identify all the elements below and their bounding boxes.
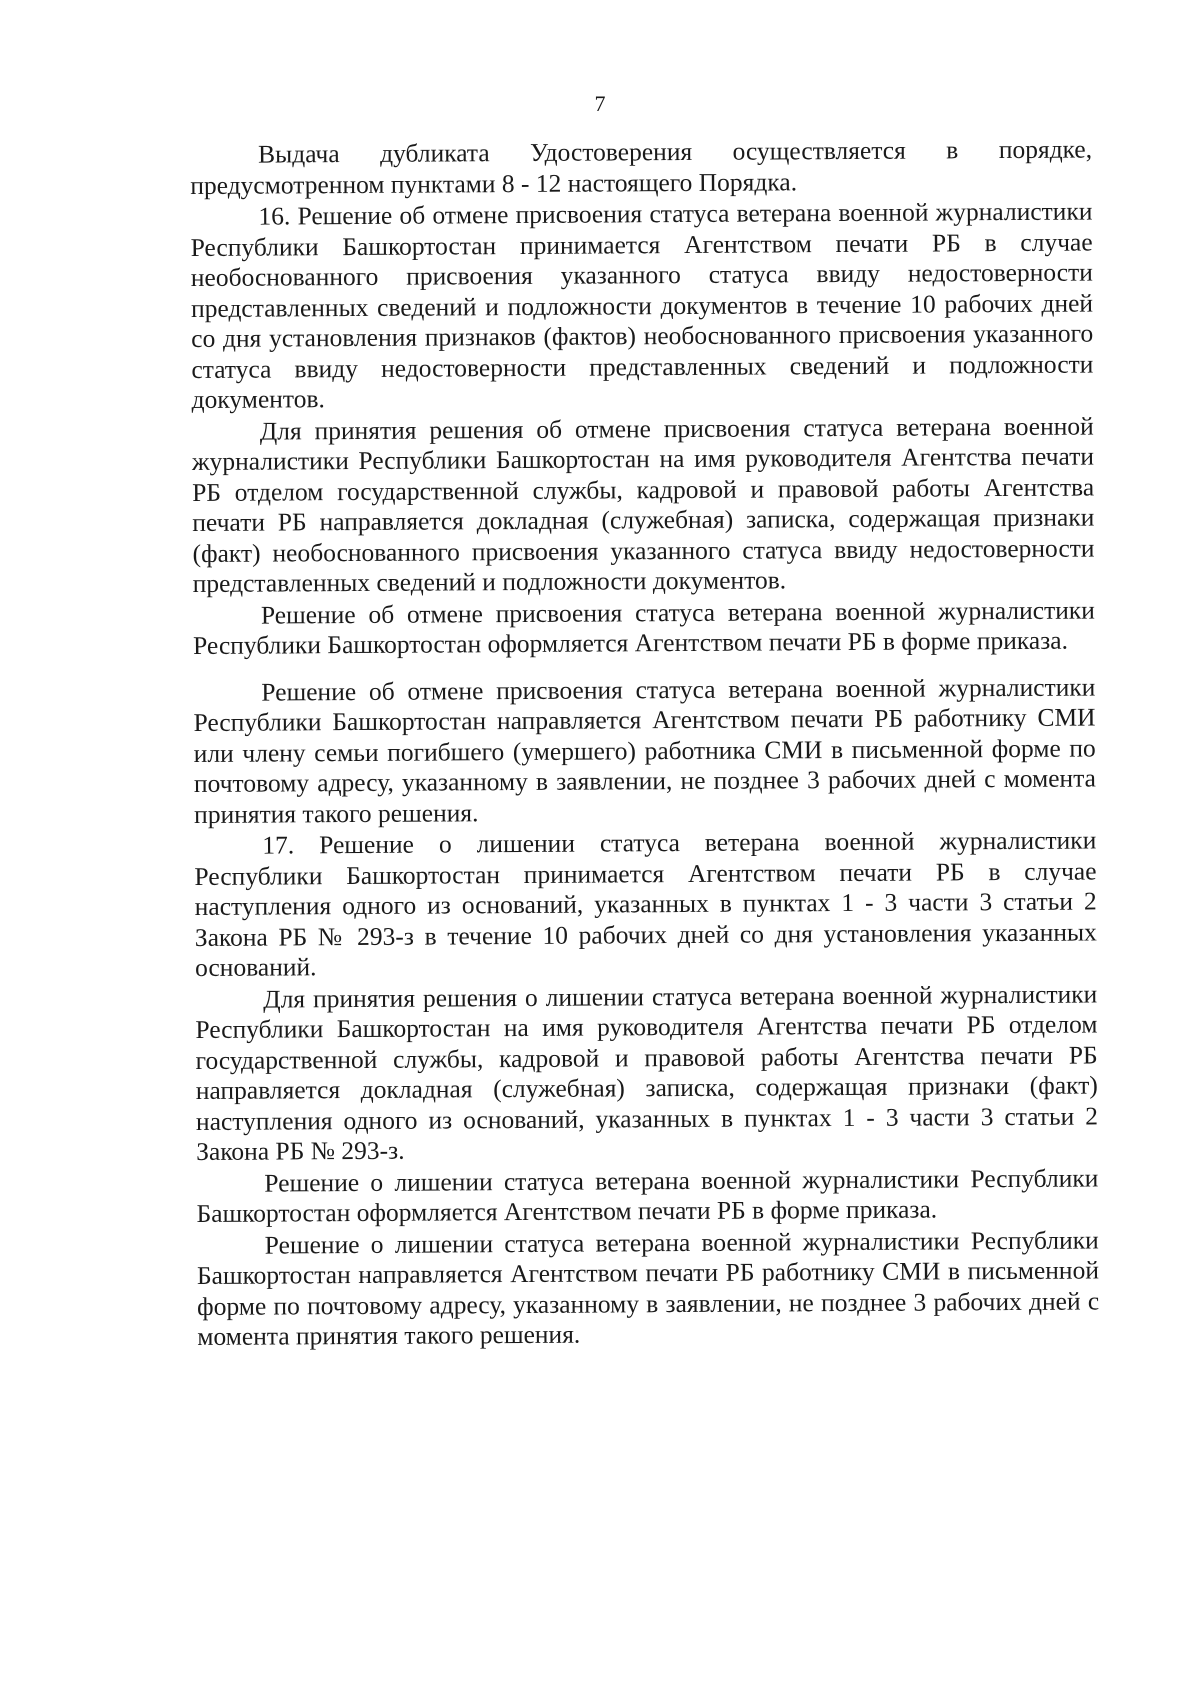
- page-number: 7: [594, 91, 606, 116]
- document-body: [190, 134, 1099, 1352]
- paragraph-duplicate-issuance: Выдача дубликата Удостоверения осуществляется в порядке, предусмотренном пунктами 8 - 12 настоящего Порядка.: [190, 134, 1093, 200]
- paragraph-deprivation-notice: Решение о лишении статуса ветерана военной журналистики Республики Башкортостан направляется Агентством печати РБ работнику СМИ в письменной форме по почтовому адресу, указанному в заявлении, не позднее 3 рабочих дней с момента принятия такого решения.: [196, 1224, 1100, 1351]
- paragraph-17-deprivation: 17. Решение о лишении статуса ветерана военной журналистики Республики Башкортостан принимается Агентством печати РБ в случае наступления одного из оснований, указанных в пунктах 1 - 3 части 3 статьи 2 Закона РБ № 293-з в течение 10 рабочих дней со дня установления указанных оснований.: [194, 825, 1097, 982]
- paragraph-cancellation-notice: Решение об отмене присвоения статуса ветерана военной журналистики Республики Башкортостан направляется Агентством печати РБ работнику СМИ или члену семьи погибшего (умершего) работника СМИ в письменной форме по почтовому адресу, указанному в заявлении, не позднее 3 рабочих дней с момента принятия такого решения.: [193, 671, 1097, 829]
- paragraph-deprivation-memo: Для принятия решения о лишении статуса ветерана военной журналистики Республики Башкортостан на имя руководителя Агентства печати РБ отделом государственной службы, кадровой и правовой работы Агентства печати РБ направляется докладная (служебная) записка, содержащая признаки (факт) наступления одного из оснований, указанных в пунктах 1 - 3 части 3 статьи 2 Закона РБ № 293-з.: [195, 978, 1099, 1166]
- paragraph-cancellation-order: Решение об отмене присвоения статуса ветерана военной журналистики Республики Башкортостан оформляется Агентством печати РБ в форме приказа.: [192, 594, 1095, 660]
- paragraph-16-cancellation: 16. Решение об отмене присвоения статуса ветерана военной журналистики Республики Башкортостан принимается Агентством печати РБ в случае необоснованного присвоения указанного статуса ввиду недостоверности представленных сведений и подложности документов в течение 10 рабочих дней со дня установления признаков (фактов) необоснованного присвоения указанного статуса ввиду недостоверности представленных сведений и подложности документов.: [190, 196, 1094, 414]
- paragraph-cancellation-memo: Для принятия решения об отмене присвоения статуса ветерана военной журналистики Республики Башкортостан на имя руководителя Агентства печати РБ отделом государственной службы, кадровой и правовой работы Агентства печати РБ направляется докладная (служебная) записка, содержащая признаки (факт) необоснованного присвоения указанного статуса ввиду недостоверности представленных сведений и подложности документов.: [191, 410, 1095, 598]
- paragraph-deprivation-order: Решение о лишении статуса ветерана военной журналистики Республики Башкортостан оформляется Агентством печати РБ в форме приказа.: [196, 1162, 1099, 1228]
